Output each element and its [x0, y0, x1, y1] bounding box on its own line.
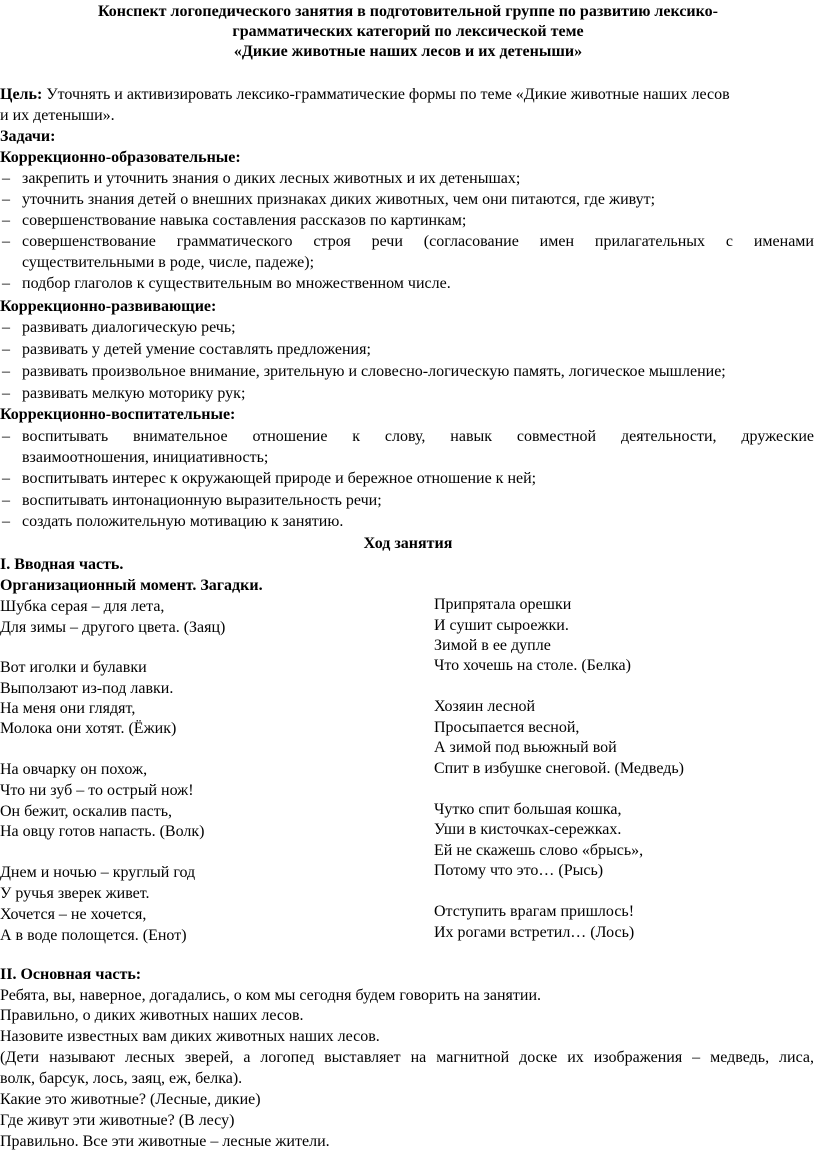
part2-line: Правильно, о диких животных наших лесов.: [0, 1007, 304, 1024]
corr-dev-item-1: развивать диалогическую речь;: [22, 319, 236, 336]
riddle-line: Днем и ночью – круглый год: [0, 864, 196, 881]
part2-line: (Дети называют лесных зверей, а логопед выставляет на магнитной доске их изображения – медведь, лиса,: [0, 1049, 814, 1066]
riddle-line: И сушит сыроежки.: [434, 617, 569, 634]
riddle-line: Молока они хотят. (Ёжик): [0, 720, 177, 737]
lesson-heading: Ход занятия: [363, 535, 453, 552]
riddle-line: Он бежит, оскалив пасть,: [0, 803, 172, 820]
bullet-dash: –: [2, 212, 10, 229]
riddle-line: Уши в кисточках-сережках.: [434, 821, 622, 838]
riddle-line: А зимой под вьюжный вой: [434, 739, 617, 756]
corr-vos-item-2: воспитывать интерес к окружающей природе и бережное отношение к ней;: [22, 470, 537, 487]
corr-dev-item-2: развивать у детей умение составлять предложения;: [22, 341, 371, 358]
goal-label: Цель:: [0, 86, 43, 103]
riddle-line: Хочется – не хочется,: [0, 906, 147, 923]
riddle-line: Для зимы – другого цвета. (Заяц): [0, 619, 226, 636]
corr-edu-item-3: совершенствование навыка составления рассказов по картинкам;: [22, 212, 467, 229]
bullet-dash: –: [2, 233, 10, 250]
goal-text-1: Уточнять и активизировать лексико-грамматические формы по теме «Дикие животные наших лесов: [42, 86, 730, 103]
document-title-line-3: «Дикие животные наших лесов и их детеныши»: [233, 43, 583, 60]
riddle-line: Что ни зуб – то острый нож!: [0, 782, 194, 799]
riddle-line: На овчарку он похож,: [0, 761, 148, 778]
riddle-line: У ручья зверек живет.: [0, 885, 150, 902]
riddle-line: Хозяин лесной: [434, 698, 536, 715]
bullet-dash: –: [2, 191, 10, 208]
riddle-line: Просыпается весной,: [434, 719, 580, 736]
corr-dev-item-4: развивать мелкую моторику рук;: [22, 385, 246, 402]
bullet-dash: –: [2, 513, 10, 530]
part2-line: Назовите известных вам диких животных наших лесов.: [0, 1028, 380, 1045]
part2-heading: II. Основная часть:: [0, 966, 142, 983]
corr-dev-item-3: развивать произвольное внимание, зрительную и словесно-логическую память, логическое мышление;: [22, 363, 726, 380]
riddle-line: На овцу готов напасть. (Волк): [0, 823, 205, 840]
part1-heading: I. Вводная часть.: [0, 556, 124, 573]
riddle-line: Шубка серая – для лета,: [0, 598, 165, 615]
document-title-line-1: Конспект логопедического занятия в подготовительной группе по развитию лексико-: [98, 3, 718, 20]
corr-edu-item-4-cont: существительными в роде, числе, падеже);: [22, 254, 315, 271]
bullet-dash: –: [2, 363, 10, 380]
part2-line: Где живут эти животные? (В лесу): [0, 1112, 235, 1129]
part2-line: Какие это животные? (Лесные, дикие): [0, 1091, 261, 1108]
bullet-dash: –: [2, 275, 10, 292]
corr-dev-heading: Коррекционно-развивающие:: [0, 298, 217, 315]
corr-vos-item-3: воспитывать интонационную выразительность речи;: [22, 492, 382, 509]
bullet-dash: –: [2, 428, 10, 445]
tasks-label: Задачи:: [0, 128, 56, 145]
corr-vos-item-1-cont: взаимоотношения, инициативность;: [22, 449, 269, 466]
corr-edu-item-2: уточнить знания детей о внешних признаках диких животных, чем они питаются, где живут;: [22, 191, 656, 208]
goal-line-1: [0, 85, 730, 105]
bullet-dash: –: [2, 492, 10, 509]
riddle-line: Вот иголки и булавки: [0, 659, 147, 676]
bullet-dash: –: [2, 319, 10, 336]
bullet-dash: –: [2, 470, 10, 487]
document-title-line-2: грамматических категорий по лексической теме: [232, 23, 584, 40]
riddle-line: Потому что это… (Рысь): [434, 862, 604, 879]
riddle-line: Припрятала орешки: [434, 596, 572, 613]
corr-vos-item-4: создать положительную мотивацию к занятию.: [22, 513, 344, 530]
part1-subheading: Организационный момент. Загадки.: [0, 577, 263, 594]
riddle-line: Ей не скажешь слово «брысь»,: [434, 842, 644, 859]
bullet-dash: –: [2, 341, 10, 358]
riddle-line: Что хочешь на столе. (Белка): [434, 657, 631, 674]
riddle-line: Их рогами встретил… (Лось): [434, 924, 635, 941]
corr-edu-item-5: подбор глаголов к существительным во множественном числе.: [22, 275, 451, 292]
riddle-line: А в воде полощется. (Енот): [0, 927, 187, 944]
riddle-line: Чутко спит большая кошка,: [434, 801, 622, 818]
goal-text-2: и их детеныши».: [0, 107, 115, 124]
riddle-line: Спит в избушке снеговой. (Медведь): [434, 760, 684, 777]
riddle-line: Отступить врагам пришлось!: [434, 903, 635, 920]
corr-edu-item-4: совершенствование грамматического строя речи (согласование имен прилагательных с именами: [22, 233, 814, 250]
riddle-line: Зимой в ее дупле: [434, 637, 551, 654]
riddle-line: Выползают из-под лавки.: [0, 680, 174, 697]
riddle-line: На меня они глядят,: [0, 700, 136, 717]
part2-line: Правильно. Все эти животные – лесные жители.: [0, 1133, 330, 1150]
corr-vos-item-1: воспитывать внимательное отношение к слову, навык совместной деятельности, дружеские: [22, 428, 814, 445]
part2-line: волк, барсук, лось, заяц, еж, белка).: [0, 1070, 243, 1087]
corr-edu-item-1: закрепить и уточнить знания о диких лесных животных и их детенышах;: [22, 170, 521, 187]
bullet-dash: –: [2, 170, 10, 187]
bullet-dash: –: [2, 385, 10, 402]
part2-line: Ребята, вы, наверное, догадались, о ком мы сегодня будем говорить на занятии.: [0, 987, 541, 1004]
corr-vos-heading: Коррекционно-воспитательные:: [0, 406, 236, 423]
corr-edu-heading: Коррекционно-образовательные:: [0, 149, 241, 166]
